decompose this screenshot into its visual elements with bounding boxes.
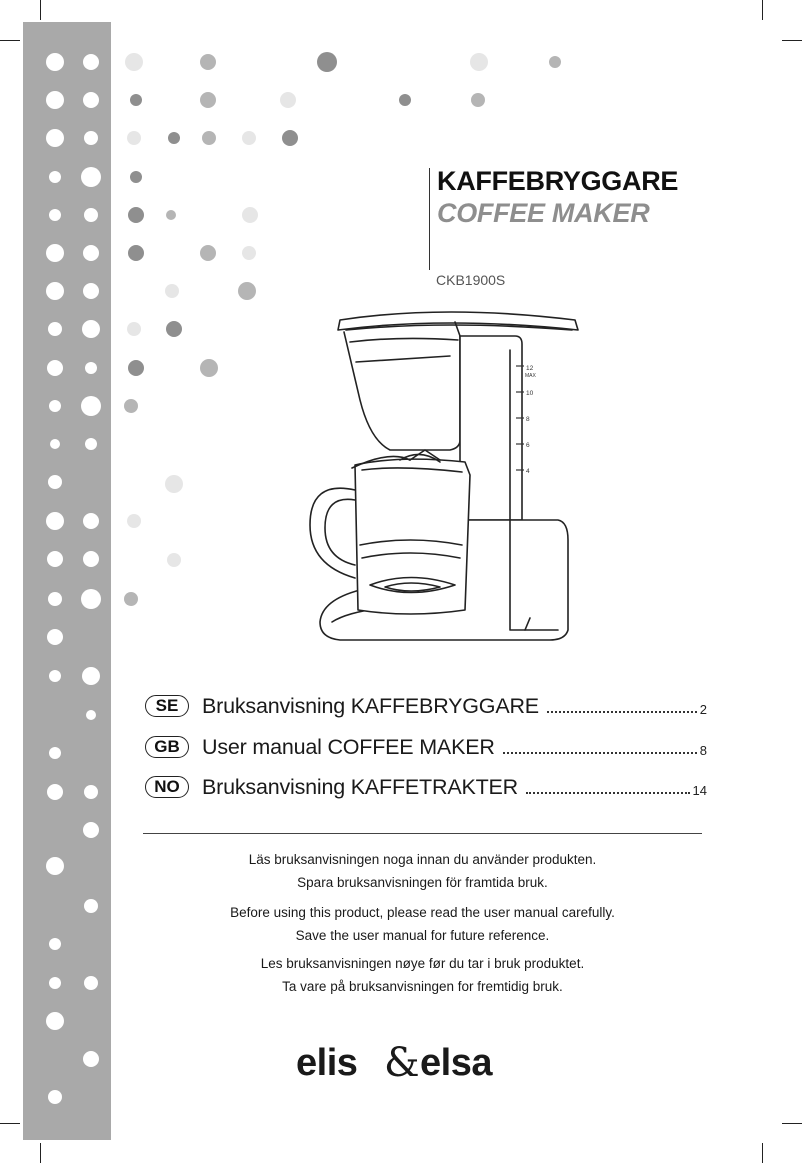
decorative-dot — [200, 54, 216, 70]
note-line: Les bruksanvisningen nøye før du tar i bruk produktet. — [260, 956, 585, 971]
decorative-dot — [200, 92, 216, 108]
decorative-dot — [49, 209, 61, 221]
decorative-dot — [549, 56, 561, 68]
crop-mark-bottom-left-h — [0, 1123, 20, 1124]
toc-page-no: 14 — [692, 782, 707, 798]
decorative-dot — [83, 1051, 99, 1067]
decorative-dot — [83, 822, 99, 838]
decorative-dot — [46, 1012, 64, 1030]
note-norwegian — [143, 952, 702, 998]
decorative-dot — [127, 514, 141, 528]
crop-mark-top-right-v — [762, 0, 763, 20]
crop-mark-bottom-right-v — [762, 1143, 763, 1163]
decorative-dot — [83, 92, 99, 108]
decorative-dot — [50, 439, 60, 449]
decorative-dot — [165, 475, 183, 493]
crop-mark-bottom-left-v — [40, 1143, 41, 1163]
decorative-dot — [81, 167, 101, 187]
decorative-dot — [166, 210, 176, 220]
language-badge-se: SE — [145, 695, 189, 717]
svg-text:elis: elis — [296, 1042, 358, 1084]
decorative-dot — [46, 282, 64, 300]
decorative-dot — [84, 899, 98, 913]
decorative-dot — [47, 629, 63, 645]
decorative-dot — [200, 359, 218, 377]
decorative-dot — [47, 551, 63, 567]
decorative-dot — [49, 747, 61, 759]
decorative-dot — [48, 475, 62, 489]
decorative-dot — [282, 130, 298, 146]
scale-label-8: 8 — [526, 416, 530, 423]
decorative-dot — [48, 1090, 62, 1104]
decorative-dot — [130, 171, 142, 183]
decorative-dot — [82, 320, 100, 338]
product-title-english: COFFEE MAKER — [437, 198, 650, 228]
decorative-dot — [470, 53, 488, 71]
toc-row-no[interactable] — [145, 772, 707, 802]
decorative-dot — [85, 362, 97, 374]
decorative-dot — [81, 589, 101, 609]
decorative-dot — [317, 52, 337, 72]
decorative-dot — [83, 54, 99, 70]
decorative-dot — [165, 284, 179, 298]
note-line: Ta vare på bruksanvisningen for fremtidig bruk. — [282, 979, 563, 994]
decorative-dot — [242, 131, 256, 145]
scale-label-4: 4 — [526, 468, 530, 475]
note-swedish — [143, 848, 702, 894]
scale-label-6: 6 — [526, 442, 530, 449]
toc-row-se[interactable] — [145, 691, 707, 721]
toc-label-se: Bruksanvisning KAFFEBRYGGARE — [202, 693, 539, 718]
decorative-dot — [84, 976, 98, 990]
decorative-dot — [46, 244, 64, 262]
decorative-dot — [168, 132, 180, 144]
decorative-dot — [84, 208, 98, 222]
svg-text:elsa: elsa — [420, 1042, 492, 1084]
note-line: Before using this product, please read the user manual carefully. — [230, 905, 615, 920]
decorative-dot — [84, 131, 98, 145]
decorative-dot — [81, 396, 101, 416]
coffee-maker-illustration — [300, 300, 590, 650]
decorative-dot — [127, 322, 141, 336]
title-rule — [429, 168, 430, 270]
language-badge-gb: GB — [145, 736, 189, 758]
decorative-dot — [83, 283, 99, 299]
crop-mark-top-right-h — [782, 40, 802, 41]
decorative-dot — [83, 245, 99, 261]
decorative-dot — [49, 977, 61, 989]
decorative-dot — [202, 131, 216, 145]
decorative-dot — [471, 93, 485, 107]
decorative-dot — [128, 245, 144, 261]
svg-text:&: & — [384, 1040, 420, 1084]
decorative-dot — [83, 551, 99, 567]
decorative-dot — [167, 553, 181, 567]
scale-label-12: 12 — [526, 365, 534, 372]
decorative-dot — [399, 94, 411, 106]
decorative-dot — [166, 321, 182, 337]
decorative-dot — [46, 857, 64, 875]
decorative-dot — [46, 53, 64, 71]
decorative-dot — [128, 360, 144, 376]
decorative-dot — [83, 513, 99, 529]
toc-leader — [547, 711, 697, 713]
decorative-dot — [46, 512, 64, 530]
toc-row-gb[interactable] — [145, 732, 707, 762]
decorative-dot — [82, 667, 100, 685]
decorative-dot — [124, 592, 138, 606]
decorative-dot — [124, 399, 138, 413]
note-line: Läs bruksanvisningen noga innan du använder produkten. — [248, 852, 597, 867]
toc-leader — [526, 792, 690, 794]
language-badge-no: NO — [145, 776, 189, 798]
scale-label-max: MAX — [525, 373, 536, 379]
note-line: Spara bruksanvisningen för framtida bruk. — [297, 875, 548, 890]
decorative-dot — [242, 246, 256, 260]
note-line: Save the user manual for future reference. — [295, 928, 550, 943]
note-english — [143, 901, 702, 947]
decorative-dot — [128, 207, 144, 223]
decorative-dot — [280, 92, 296, 108]
decorative-dot — [47, 360, 63, 376]
decorative-dot — [200, 245, 216, 261]
brand-logo — [296, 1038, 552, 1084]
decorative-dot — [46, 129, 64, 147]
decorative-dot — [125, 53, 143, 71]
decorative-dot — [49, 938, 61, 950]
decorative-dot — [49, 171, 61, 183]
decorative-dot — [242, 207, 258, 223]
crop-mark-top-left-v — [40, 0, 41, 20]
scale-label-10: 10 — [526, 390, 534, 397]
toc-label-gb: User manual COFFEE MAKER — [202, 734, 495, 759]
model-number: CKB1900S — [436, 272, 506, 288]
toc-label-no: Bruksanvisning KAFFETRAKTER — [202, 774, 518, 799]
decorative-dot — [46, 91, 64, 109]
decorative-dot — [238, 282, 256, 300]
product-title-swedish: KAFFEBRYGGARE — [437, 166, 679, 196]
decorative-dot — [85, 438, 97, 450]
decorative-dot — [130, 94, 142, 106]
decorative-dot — [84, 785, 98, 799]
toc-leader — [503, 752, 697, 754]
decorative-sidebar — [23, 22, 111, 1140]
decorative-dot — [48, 322, 62, 336]
toc-page-se: 2 — [699, 701, 707, 717]
toc-page-gb: 8 — [699, 742, 707, 758]
crop-mark-bottom-right-h — [782, 1123, 802, 1124]
decorative-dot — [127, 131, 141, 145]
decorative-dot — [86, 710, 96, 720]
decorative-dot — [48, 592, 62, 606]
decorative-dot — [49, 670, 61, 682]
decorative-dot — [49, 400, 61, 412]
decorative-dot — [47, 784, 63, 800]
crop-mark-top-left-h — [0, 40, 20, 41]
section-divider — [143, 833, 702, 834]
